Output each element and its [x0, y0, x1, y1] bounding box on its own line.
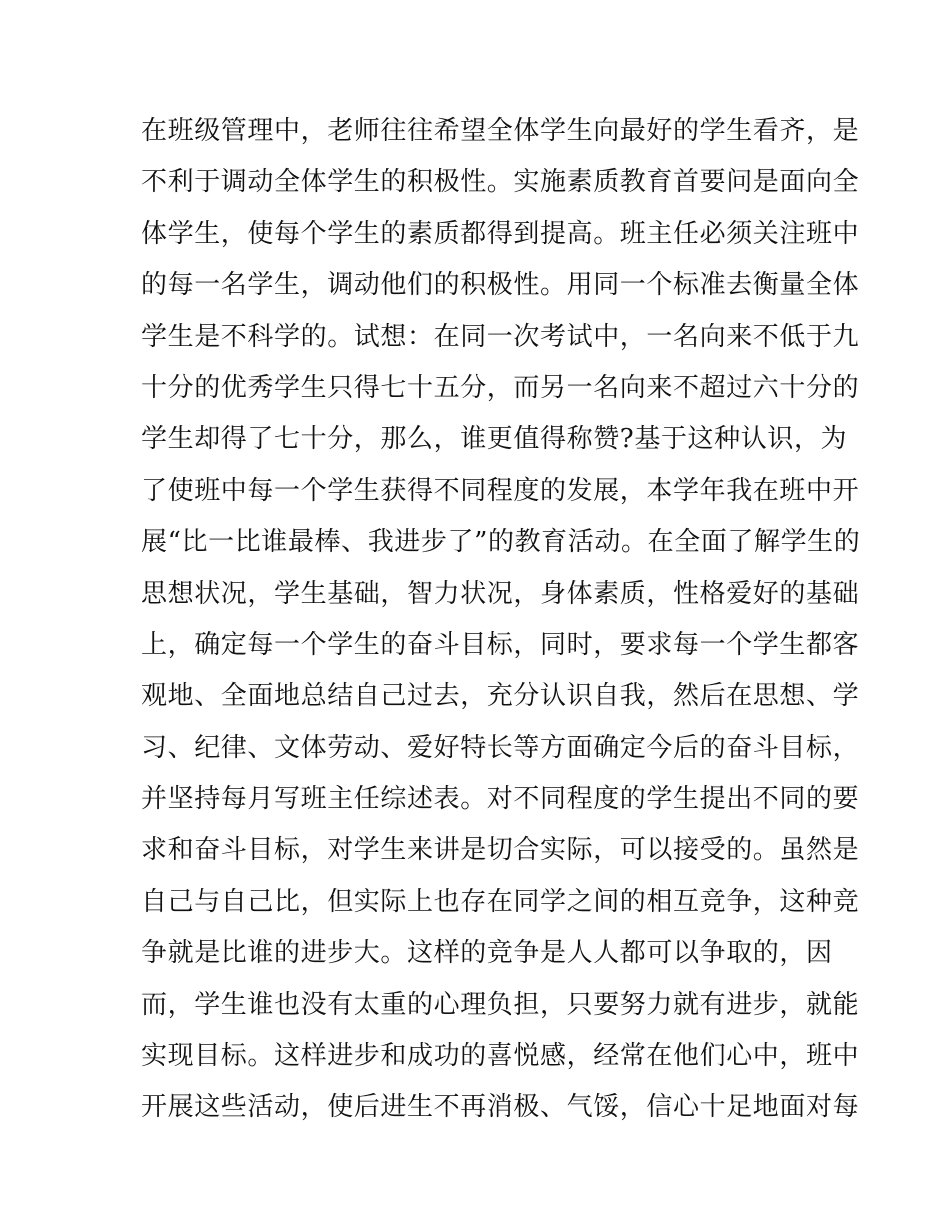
text-line-2: 不利于调动全体学生的积极性。实施素质教育首要问是面向全 [141, 167, 860, 198]
text-line-20: 开展这些活动，使后进生不再消极、气馁，信心十足地面对每 [141, 1092, 860, 1123]
text-line-11: 上，确定每一个学生的奋斗目标，同时，要求每一个学生都客 [141, 629, 860, 660]
body-paragraph [141, 106, 861, 1134]
text-line-18: 而，学生谁也没有太重的心理负担，只要努力就有进步，就能 [141, 989, 860, 1020]
text-line-15: 求和奋斗目标，对学生来讲是切合实际，可以接受的。虽然是 [141, 835, 860, 866]
text-line-13: 习、纪律、文体劳动、爱好特长等方面确定今后的奋斗目标， [141, 732, 860, 763]
text-line-17: 争就是比谁的进步大。这样的竞争是人人都可以争取的，因 [141, 938, 833, 969]
text-line-9: 展“比一比谁最棒、我进步了”的教育活动。在全面了解学生的 [141, 527, 861, 558]
text-line-4: 的每一名学生，调动他们的积极性。用同一个标准去衡量全体 [141, 270, 860, 301]
text-line-5: 学生是不科学的。试想：在同一次考试中，一名向来不低于九 [141, 321, 860, 352]
text-line-3: 体学生，使每个学生的素质都得到提高。班主任必须关注班中 [141, 218, 860, 249]
text-line-6: 十分的优秀学生只得七十五分，而另一名向来不超过六十分的 [141, 372, 860, 403]
text-line-19: 实现目标。这样进步和成功的喜悦感，经常在他们心中，班中 [141, 1041, 860, 1072]
text-line-1: 在班级管理中，老师往往希望全体学生向最好的学生看齐，是 [141, 116, 860, 146]
text-line-10: 思想状况，学生基础，智力状况，身体素质，性格爱好的基础 [141, 578, 860, 609]
text-line-7: 学生却得了七十分，那么，谁更值得称赞?基于这种认识，为 [141, 424, 848, 455]
text-line-16: 自己与自己比，但实际上也存在同学之间的相互竞争，这种竞 [141, 886, 860, 917]
text-line-14: 并坚持每月写班主任综述表。对不同程度的学生提出不同的要 [141, 784, 860, 815]
text-line-12: 观地、全面地总结自己过去，充分认识自我，然后在思想、学 [141, 681, 860, 712]
text-line-8: 了使班中每一个学生获得不同程度的发展，本学年我在班中开 [141, 475, 860, 506]
